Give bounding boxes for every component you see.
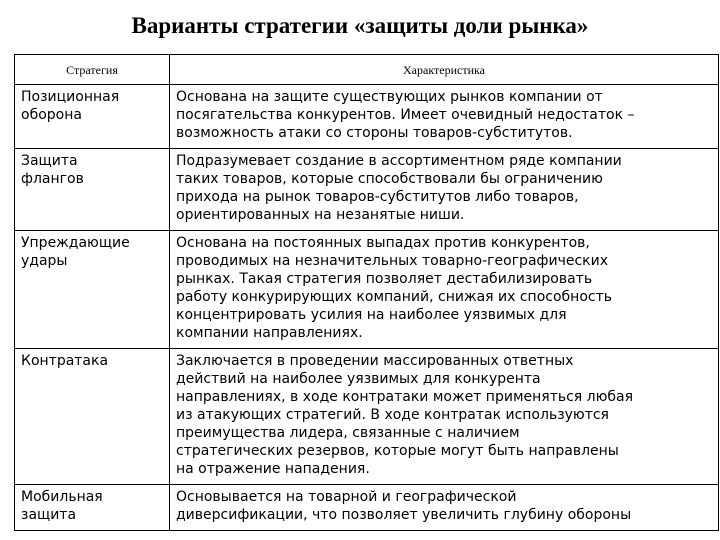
table-row bbox=[15, 85, 719, 149]
strategy-description-cell: Основана на защите существующих рынков компании от посягательства конкурентов. Имеет очевидный недостаток – возможность атаки со стороны товаров-субститутов. bbox=[170, 85, 719, 149]
strategy-name-cell: Позиционная оборона bbox=[15, 85, 170, 149]
table-header-row bbox=[15, 55, 719, 85]
table-row bbox=[15, 349, 719, 485]
strategy-name-cell: Мобильная защита bbox=[15, 485, 170, 531]
table-row bbox=[15, 485, 719, 531]
page-title: Варианты стратегии «защиты доли рынка» bbox=[131, 13, 589, 38]
strategy-name-cell: Защита флангов bbox=[15, 149, 170, 231]
table-row bbox=[15, 231, 719, 349]
strategy-description-cell: Заключается в проведении массированных ответных действий на наиболее уязвимых для конкурента направлениях, в ходе контратаки может применяться любая из атакующих стратегий. В ходе контратак используются преимущества лидера, связанные с наличием стратегических резервов, которые могут быть направлены на отражение нападения. bbox=[170, 349, 719, 485]
strategy-description-cell: Основывается на товарной и географической диверсификации, что позволяет увеличить глубину обороны bbox=[170, 485, 719, 531]
column-header-strategy: Стратегия bbox=[15, 55, 170, 85]
column-header-description: Характеристика bbox=[170, 55, 719, 85]
table-row bbox=[15, 149, 719, 231]
strategy-table bbox=[14, 54, 719, 531]
strategy-description-cell: Основана на постоянных выпадах против конкурентов, проводимых на незначительных товарно-географических рынках. Такая стратегия позволяет дестабилизировать работу конкурирующих компаний, снижая их способность концентрировать усилия на наиболее уязвимых для компании направлениях. bbox=[170, 231, 719, 349]
strategy-description-cell: Подразумевает создание в ассортиментном ряде компании таких товаров, которые способствовали бы ограничению прихода на рынок товаров-субститутов либо товаров, ориентированных на незанятые ниши. bbox=[170, 149, 719, 231]
strategy-name-cell: Контратака bbox=[15, 349, 170, 485]
strategy-name-cell: Упреждающие удары bbox=[15, 231, 170, 349]
